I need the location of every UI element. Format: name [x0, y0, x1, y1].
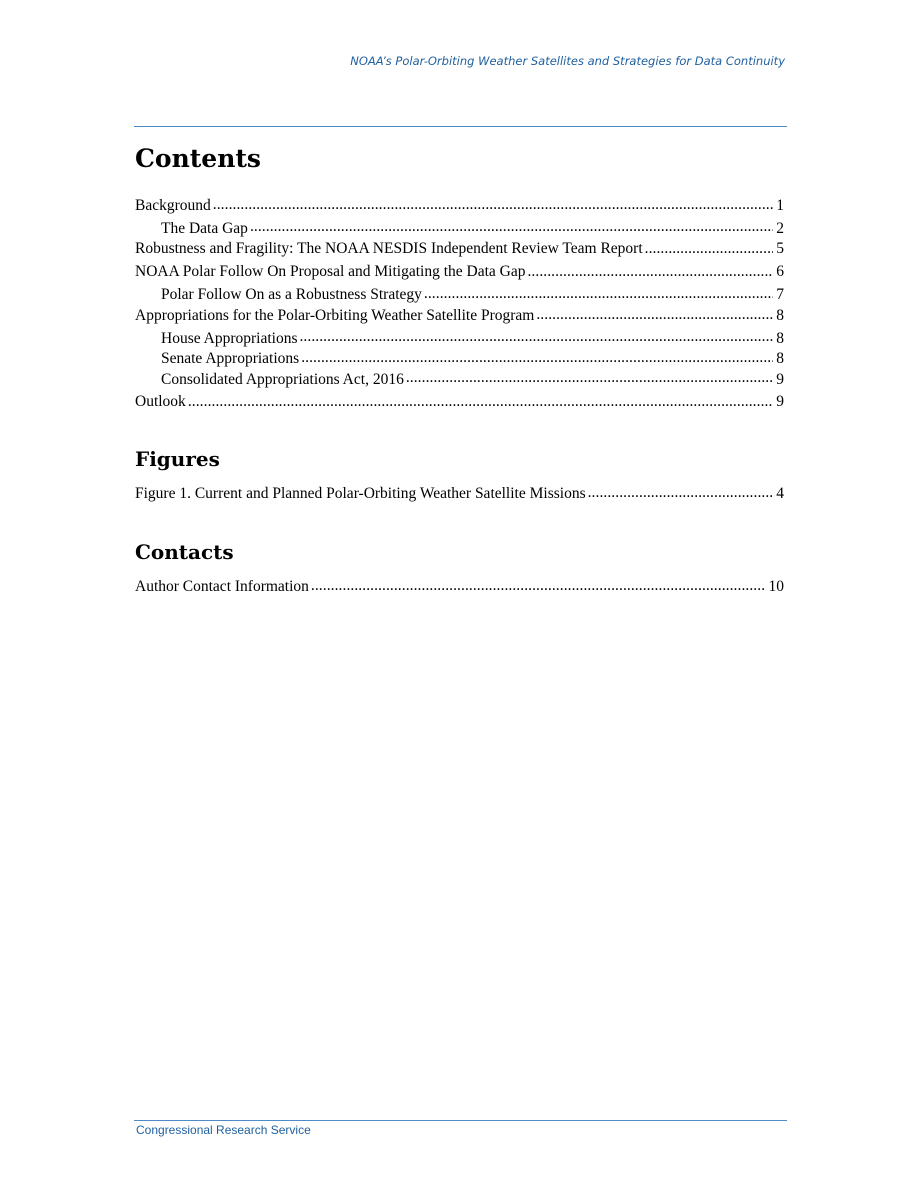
- toc-entry-page: 8: [776, 350, 784, 367]
- toc-entry-title: Robustness and Fragility: The NOAA NESDIS Independent Review Team Report: [135, 240, 643, 257]
- toc-entry-title: Appropriations for the Polar-Orbiting Weather Satellite Program: [135, 306, 535, 324]
- figures-toc: [135, 482, 784, 505]
- toc-entry-consolidated-appropriations-act[interactable]: [135, 368, 784, 389]
- dot-leader: [299, 327, 773, 343]
- toc-entry-page: 7: [776, 286, 784, 303]
- dot-leader: [406, 368, 773, 384]
- dot-leader: [645, 238, 774, 254]
- toc-entry-title: Polar Follow On as a Robustness Strategy: [161, 286, 422, 303]
- toc-entry-page: 8: [776, 306, 784, 324]
- toc-entry-the-data-gap[interactable]: [135, 217, 784, 238]
- toc-entry-house-appropriations[interactable]: [135, 327, 784, 348]
- toc-entry-outlook[interactable]: [135, 391, 784, 414]
- contents-heading: Contents: [135, 144, 262, 173]
- toc-entry-senate-appropriations[interactable]: [135, 348, 784, 369]
- toc-entry-background[interactable]: [135, 194, 784, 217]
- dot-leader: [536, 304, 773, 320]
- dot-leader: [588, 482, 774, 498]
- toc-entry-title: Author Contact Information: [135, 577, 309, 595]
- dot-leader: [213, 194, 773, 210]
- toc-entry-page: 8: [776, 329, 784, 347]
- toc-entry-appropriations[interactable]: [135, 304, 784, 327]
- toc-entry-page: 9: [776, 393, 784, 410]
- toc-entry-page: 10: [768, 577, 784, 595]
- contents-toc: [135, 194, 784, 414]
- toc-entry-page: 2: [776, 219, 784, 237]
- toc-entry-page: 5: [776, 240, 784, 257]
- toc-entry-robustness-and-fragility[interactable]: [135, 238, 784, 261]
- dot-leader: [311, 575, 766, 591]
- toc-entry-title: NOAA Polar Follow On Proposal and Mitigating the Data Gap: [135, 263, 526, 280]
- footer-rule: [134, 1120, 787, 1121]
- contacts-toc: [135, 575, 784, 598]
- toc-entry-author-contact-information[interactable]: [135, 575, 784, 598]
- toc-entry-polar-follow-on-proposal[interactable]: [135, 261, 784, 284]
- toc-entry-page: 4: [776, 484, 784, 502]
- dot-leader: [250, 217, 773, 233]
- toc-entry-figure-1[interactable]: [135, 482, 784, 505]
- toc-entry-title: House Appropriations: [161, 329, 298, 347]
- dot-leader: [188, 391, 773, 407]
- toc-entry-title: Figure 1. Current and Planned Polar-Orbiting Weather Satellite Missions: [135, 484, 586, 502]
- header-rule: [134, 126, 787, 127]
- dot-leader: [424, 284, 773, 300]
- toc-entry-title: Consolidated Appropriations Act, 2016: [161, 370, 404, 388]
- dot-leader: [527, 261, 773, 277]
- running-header: NOAA’s Polar-Orbiting Weather Satellites and Strategies for Data Continuity: [350, 54, 785, 68]
- toc-entry-robustness-strategy[interactable]: [135, 284, 784, 305]
- toc-entry-page: 1: [776, 196, 784, 214]
- toc-entry-title: Outlook: [135, 393, 186, 410]
- toc-entry-title: Senate Appropriations: [161, 350, 300, 367]
- running-footer: Congressional Research Service: [136, 1123, 311, 1137]
- toc-entry-page: 9: [776, 370, 784, 388]
- dot-leader: [301, 348, 773, 364]
- toc-entry-title: The Data Gap: [161, 219, 248, 237]
- contacts-heading: Contacts: [135, 540, 234, 564]
- toc-entry-title: Background: [135, 196, 211, 214]
- toc-entry-page: 6: [776, 263, 784, 280]
- figures-heading: Figures: [135, 447, 220, 471]
